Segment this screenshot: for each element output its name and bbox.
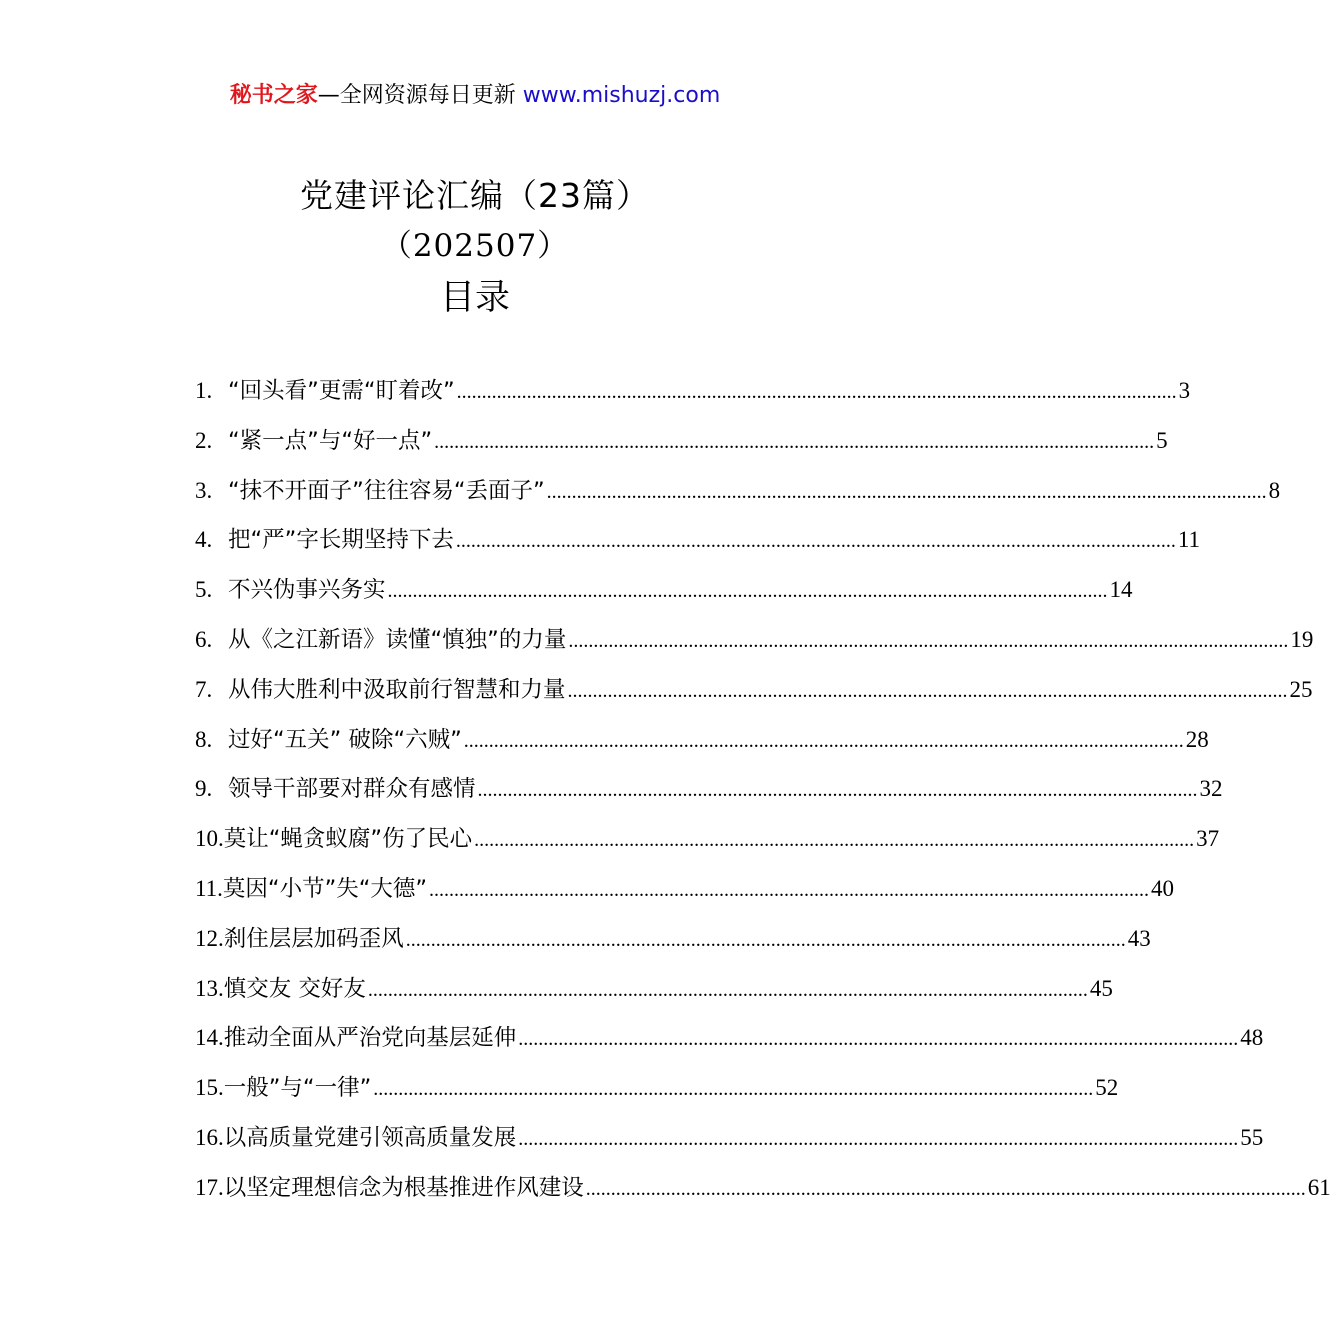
toc-item-title: 不兴伪事兴务实 bbox=[228, 577, 386, 604]
toc-leader-dots bbox=[455, 381, 1179, 404]
toc-item-title: 莫让“蝇贪蚁腐”伤了民心 bbox=[223, 826, 473, 853]
toc-item[interactable] bbox=[195, 1170, 1331, 1220]
toc-item[interactable] bbox=[195, 821, 1220, 871]
toc-item-title: “紧一点”与“好一点” bbox=[228, 427, 433, 454]
toc-item-title: 把“严”字长期坚持下去 bbox=[228, 527, 454, 554]
toc-item-page: 3 bbox=[1178, 378, 1191, 403]
toc-leader-dots bbox=[462, 730, 1186, 753]
toc-item-title: 从《之江新语》读懂“慎独”的力量 bbox=[228, 626, 567, 653]
toc-item-title: 领导干部要对群众有感情 bbox=[228, 776, 476, 803]
toc-leader-dots bbox=[454, 530, 1178, 553]
toc-item-page: 32 bbox=[1199, 776, 1223, 802]
toc-item[interactable] bbox=[195, 1020, 1264, 1070]
toc-item-number: 17. bbox=[195, 1174, 224, 1200]
toc-item-number: 10. bbox=[195, 826, 224, 852]
toc-leader-dots bbox=[472, 829, 1196, 852]
toc-item-title: 刹住层层加码歪风 bbox=[223, 925, 404, 952]
toc-leader-dots bbox=[404, 929, 1128, 952]
toc-item-number: 11. bbox=[195, 875, 223, 901]
toc-item-page: 8 bbox=[1268, 477, 1281, 503]
toc-item-number: 3. bbox=[195, 477, 213, 503]
toc-leader-dots bbox=[566, 680, 1290, 703]
site-header bbox=[0, 80, 950, 112]
brand-name: 秘书之家 bbox=[229, 83, 318, 108]
title-block bbox=[0, 172, 950, 324]
toc-item-title: 推动全面从严治党向基层延伸 bbox=[223, 1025, 517, 1052]
toc-item-title: 从伟大胜利中汲取前行智慧和力量 bbox=[228, 676, 566, 703]
toc-item-title: “回头看”更需“盯着改” bbox=[228, 378, 455, 404]
toc-item-page: 55 bbox=[1240, 1124, 1264, 1150]
toc-item-page: 11 bbox=[1177, 527, 1200, 553]
toc-item[interactable] bbox=[195, 522, 1200, 572]
toc-item-title: 过好“五关” 破除“六贼” bbox=[228, 726, 462, 753]
toc-item-number: 7. bbox=[195, 676, 213, 702]
header-tagline: —全网资源每日更新 bbox=[317, 83, 523, 108]
toc-item-number: 13. bbox=[195, 975, 224, 1001]
toc-item-title: 以坚定理想信念为根基推进作风建设 bbox=[223, 1174, 584, 1201]
toc-item-page: 5 bbox=[1156, 427, 1168, 453]
document-title: 党建评论汇编（23篇） bbox=[300, 176, 650, 215]
toc-item-page: 40 bbox=[1151, 875, 1175, 901]
toc-item-page: 37 bbox=[1196, 826, 1220, 852]
toc-item-title: “抹不开面子”往往容易“丢面子” bbox=[228, 477, 545, 504]
toc-item-page: 28 bbox=[1185, 726, 1209, 752]
toc-item-number: 8. bbox=[195, 726, 213, 752]
toc-item-number: 6. bbox=[195, 626, 213, 652]
toc-item-number: 9. bbox=[195, 776, 213, 802]
toc-item[interactable] bbox=[195, 871, 1175, 921]
toc-item-number: 1. bbox=[195, 378, 213, 403]
toc-item-number: 4. bbox=[195, 527, 213, 553]
toc-item-page: 14 bbox=[1109, 577, 1133, 603]
toc-item[interactable] bbox=[195, 423, 1168, 473]
toc-leader-dots bbox=[584, 1178, 1308, 1201]
toc-item[interactable] bbox=[195, 672, 1313, 722]
toc-item-number: 14. bbox=[195, 1025, 224, 1051]
toc-item-number: 16. bbox=[195, 1124, 224, 1150]
toc-item-page: 25 bbox=[1289, 676, 1313, 702]
toc-item-title: 莫因“小节”失“大德” bbox=[222, 875, 428, 902]
toc-item-title: 慎交友 交好友 bbox=[223, 975, 366, 1002]
toc-item[interactable] bbox=[195, 1070, 1119, 1120]
table-of-contents bbox=[195, 373, 1331, 1220]
toc-item[interactable] bbox=[195, 473, 1281, 523]
toc-leader-dots bbox=[566, 630, 1290, 653]
toc-item[interactable] bbox=[195, 921, 1151, 971]
toc-leader-dots bbox=[371, 1078, 1095, 1101]
toc-leader-dots bbox=[427, 879, 1151, 902]
toc-item[interactable] bbox=[195, 771, 1223, 821]
toc-leader-dots bbox=[366, 979, 1090, 1002]
toc-leader-dots bbox=[432, 431, 1156, 454]
toc-item-page: 43 bbox=[1127, 925, 1151, 951]
document-date: （202507） bbox=[380, 228, 570, 264]
toc-leader-dots bbox=[476, 779, 1200, 802]
toc-item-page: 45 bbox=[1089, 975, 1113, 1001]
toc-item-number: 12. bbox=[195, 925, 224, 951]
toc-heading: 目录 bbox=[439, 278, 510, 318]
toc-item[interactable] bbox=[195, 373, 1191, 423]
toc-item[interactable] bbox=[195, 572, 1133, 622]
toc-leader-dots bbox=[386, 580, 1110, 603]
site-url-link[interactable]: www.mishuzj.com bbox=[522, 83, 721, 108]
toc-item[interactable] bbox=[195, 1120, 1264, 1170]
toc-item-page: 19 bbox=[1290, 626, 1314, 652]
toc-item[interactable] bbox=[195, 722, 1209, 772]
toc-leader-dots bbox=[516, 1128, 1240, 1151]
toc-item-title: 以高质量党建引领高质量发展 bbox=[223, 1124, 517, 1151]
toc-item-page: 48 bbox=[1240, 1025, 1264, 1051]
toc-item-number: 5. bbox=[195, 577, 213, 603]
toc-item-title: 一般”与“一律” bbox=[223, 1075, 372, 1102]
toc-item-number: 15. bbox=[195, 1075, 224, 1101]
toc-item-page: 52 bbox=[1095, 1075, 1119, 1101]
toc-leader-dots bbox=[545, 481, 1269, 504]
toc-item-number: 2. bbox=[195, 427, 213, 453]
toc-leader-dots bbox=[516, 1028, 1240, 1051]
toc-item-page: 61 bbox=[1307, 1174, 1331, 1200]
toc-item[interactable] bbox=[195, 622, 1314, 672]
toc-item[interactable] bbox=[195, 971, 1113, 1021]
